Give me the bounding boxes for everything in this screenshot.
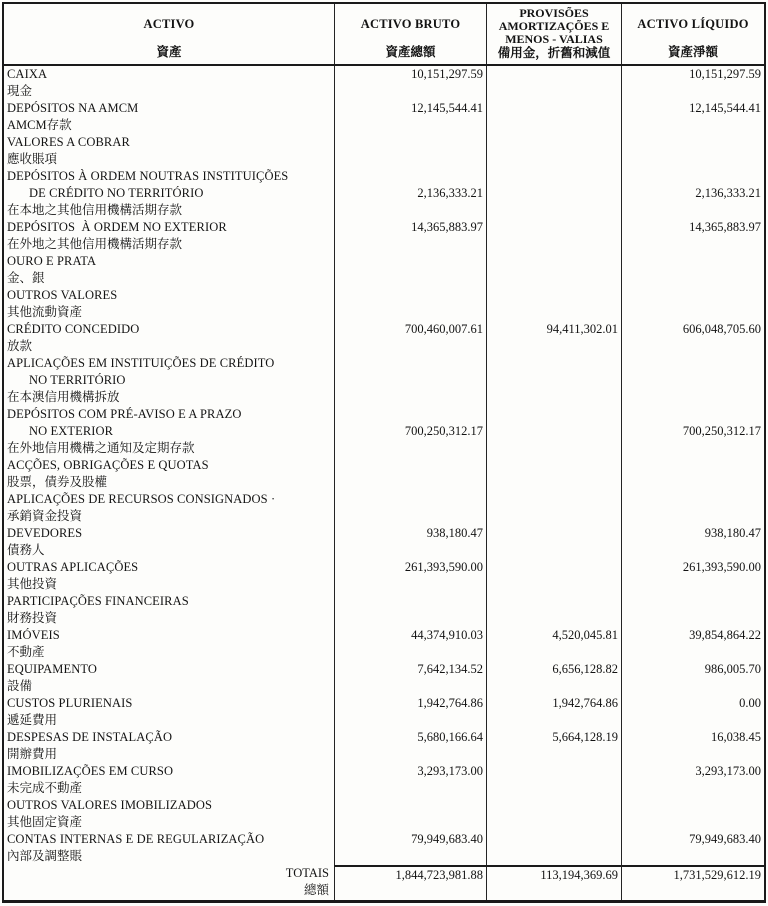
asset-label-cell [4,491,334,525]
table-row [4,66,764,100]
table-row [4,355,764,406]
gross-amount-cell [334,797,486,831]
provisions-amount-cell [486,134,621,168]
header-provisoes-line3: MENOS - VALIAS [505,32,603,46]
totals-row [4,865,764,900]
provisions-amount-cell: 4,520,045.81 [486,627,621,661]
table-row [4,729,764,763]
table-row [4,763,764,797]
net-amount-cell: 2,136,333.21 [621,168,764,219]
asset-name-pt: EQUIPAMENTO [7,662,97,676]
asset-name-cn: 金、銀 [7,271,45,285]
gross-amount-cell [334,457,486,491]
asset-name-pt: CONTAS INTERNAS E DE REGULARIZAÇÃO [7,832,265,846]
net-amount-cell: 938,180.47 [621,525,764,559]
asset-name-pt: APLICAÇÕES EM INSTITUIÇÕES DE CRÉDITO [7,356,275,370]
net-amount-cell: 700,250,312.17 [621,406,764,457]
asset-name-cn: 在本澳信用機構拆放 [7,390,120,404]
net-amount-cell: 79,949,683.40 [621,831,764,865]
gross-amount-cell: 5,680,166.64 [334,729,486,763]
asset-label-cell [4,66,334,100]
asset-name-pt: PARTICIPAÇÕES FINANCEIRAS [7,594,189,608]
provisions-amount-cell [486,457,621,491]
header-activo-bruto-pt: ACTIVO BRUTO [360,17,461,31]
table-row [4,253,764,287]
net-amount-cell [621,797,764,831]
asset-name-pt: VALORES A COBRAR [7,135,130,149]
totals-provisions-amount: 113,194,369.69 [486,865,621,900]
asset-name-pt: CUSTOS PLURIENAIS [7,696,133,710]
totals-label-cell [4,865,334,900]
asset-name-cn: AMCM存款 [7,118,72,132]
header-activo-liquido [621,4,764,64]
table-row [4,287,764,321]
asset-name-cn: 其他投資 [7,577,58,591]
asset-label-cell [4,321,334,355]
header-activo-cn: 資產 [156,45,182,59]
asset-name-pt: DESPESAS DE INSTALAÇÃO [7,730,173,744]
asset-label-cell [4,559,334,593]
assets-table [2,2,766,903]
net-amount-cell: 606,048,705.60 [621,321,764,355]
header-provisoes-cn: 備用金，折舊和減值 [497,46,611,60]
gross-amount-cell [334,355,486,406]
table-body [4,66,764,900]
asset-name-cn: 在外地之其他信用機構活期存款 [7,237,183,251]
gross-amount-cell: 1,942,764.86 [334,695,486,729]
totals-net-amount: 1,731,529,612.19 [621,865,764,900]
provisions-amount-cell [486,797,621,831]
net-amount-cell: 986,005.70 [621,661,764,695]
asset-label-cell [4,168,334,219]
provisions-amount-cell [486,831,621,865]
provisions-amount-cell [486,219,621,253]
header-provisoes [486,4,621,64]
asset-name-pt: NO EXTERIOR [29,424,114,438]
net-amount-cell [621,457,764,491]
gross-amount-cell: 700,460,007.61 [334,321,486,355]
asset-label-cell [4,219,334,253]
asset-name-cn: 開辦費用 [7,747,58,761]
totals-label-cn: 總額 [303,882,329,897]
asset-name-cn: 遞延費用 [7,713,58,727]
header-activo-liquido-cn: 資產淨額 [667,45,718,59]
asset-name-cn: 財務投資 [7,611,58,625]
table-row [4,321,764,355]
asset-label-cell [4,831,334,865]
net-amount-cell: 10,151,297.59 [621,66,764,100]
table-row [4,797,764,831]
asset-name-pt: DE CRÉDITO NO TERRITÓRIO [29,186,204,200]
asset-name-pt: IMOBILIZAÇÕES EM CURSO [7,764,174,778]
asset-name-cn: 其他流動資產 [7,305,83,319]
table-row [4,831,764,865]
gross-amount-cell: 12,145,544.41 [334,100,486,134]
net-amount-cell: 3,293,173.00 [621,763,764,797]
asset-name-cn: 設備 [7,679,33,693]
gross-amount-cell: 3,293,173.00 [334,763,486,797]
header-provisoes-pt [499,7,610,46]
asset-label-cell [4,525,334,559]
gross-amount-cell: 938,180.47 [334,525,486,559]
table-row [4,406,764,457]
provisions-amount-cell [486,287,621,321]
gross-amount-cell: 14,365,883.97 [334,219,486,253]
table-row [4,134,764,168]
asset-name-cn: 未完成不動產 [7,781,83,795]
asset-label-cell [4,661,334,695]
asset-name-pt: OUTROS VALORES IMOBILIZADOS [7,798,213,812]
table-row [4,627,764,661]
gross-amount-cell [334,287,486,321]
totals-label-pt: TOTAIS [285,866,329,880]
provisions-amount-cell [486,66,621,100]
asset-name-cn: 內部及調整賬 [7,849,83,863]
gross-amount-cell: 10,151,297.59 [334,66,486,100]
asset-name-pt: DEPÓSITOS À ORDEM NO EXTERIOR [7,220,227,234]
net-amount-cell [621,253,764,287]
asset-name-pt: OUTRAS APLICAÇÕES [7,560,139,574]
asset-name-cn: 現金 [7,84,33,98]
table-row [4,695,764,729]
net-amount-cell [621,491,764,525]
net-amount-cell [621,593,764,627]
provisions-amount-cell [486,100,621,134]
asset-name-cn: 在本地之其他信用機構活期存款 [7,203,183,217]
asset-label-cell [4,763,334,797]
asset-name-pt: APLICAÇÕES DE RECURSOS CONSIGNADOS · [7,492,276,506]
gross-amount-cell: 700,250,312.17 [334,406,486,457]
table-row [4,168,764,219]
asset-name-cn: 在外地信用機構之通知及定期存款 [7,441,195,455]
asset-label-cell [4,797,334,831]
asset-name-cn: 其他固定資產 [7,815,83,829]
gross-amount-cell: 2,136,333.21 [334,168,486,219]
asset-name-cn: 放款 [7,339,33,353]
provisions-amount-cell: 6,656,128.82 [486,661,621,695]
provisions-amount-cell [486,168,621,219]
header-provisoes-line1: PROVISÕES [519,6,589,20]
net-amount-cell: 12,145,544.41 [621,100,764,134]
asset-name-pt: IMÓVEIS [7,628,60,642]
asset-name-cn: 不動產 [7,645,45,659]
asset-name-cn: 股票，債券及股權 [7,475,108,489]
asset-name-pt: DEPÓSITOS NA AMCM [7,101,139,115]
net-amount-cell: 14,365,883.97 [621,219,764,253]
header-activo [4,4,334,64]
provisions-amount-cell: 94,411,302.01 [486,321,621,355]
header-activo-pt: ACTIVO [143,17,195,31]
table-header-row [4,4,764,66]
asset-label-cell [4,287,334,321]
asset-label-cell [4,134,334,168]
net-amount-cell [621,287,764,321]
asset-label-cell [4,695,334,729]
gross-amount-cell: 79,949,683.40 [334,831,486,865]
gross-amount-cell [334,491,486,525]
gross-amount-cell: 44,374,910.03 [334,627,486,661]
provisions-amount-cell [486,253,621,287]
net-amount-cell [621,134,764,168]
asset-label-cell [4,253,334,287]
asset-name-pt: DEPÓSITOS COM PRÉ-AVISO E A PRAZO [7,407,242,421]
header-activo-bruto [334,4,486,64]
provisions-amount-cell [486,355,621,406]
net-amount-cell: 39,854,864.22 [621,627,764,661]
table-row [4,491,764,525]
provisions-amount-cell [486,593,621,627]
asset-name-pt: OUTROS VALORES [7,288,118,302]
asset-name-cn: 債務人 [7,543,45,557]
gross-amount-cell: 7,642,134.52 [334,661,486,695]
asset-name-pt: NO TERRITÓRIO [29,373,126,387]
provisions-amount-cell [486,763,621,797]
asset-name-cn: 應收賬項 [7,152,58,166]
provisions-amount-cell [486,406,621,457]
table-row [4,100,764,134]
asset-label-cell [4,100,334,134]
asset-label-cell [4,457,334,491]
provisions-amount-cell: 1,942,764.86 [486,695,621,729]
net-amount-cell: 261,393,590.00 [621,559,764,593]
net-amount-cell [621,355,764,406]
table-row [4,593,764,627]
asset-label-cell [4,593,334,627]
table-row [4,525,764,559]
table-row [4,457,764,491]
asset-label-cell [4,627,334,661]
header-activo-liquido-pt: ACTIVO LÍQUIDO [637,17,749,31]
asset-name-pt: OURO E PRATA [7,254,97,268]
provisions-amount-cell [486,525,621,559]
net-amount-cell: 0.00 [621,695,764,729]
asset-name-pt: DEVEDORES [7,526,83,540]
header-activo-bruto-cn: 資產總額 [385,45,436,59]
provisions-amount-cell [486,559,621,593]
table-row [4,559,764,593]
asset-label-cell [4,355,334,406]
asset-name-pt: ACÇÕES, OBRIGAÇÕES E QUOTAS [7,458,209,472]
asset-name-pt: CRÉDITO CONCEDIDO [7,322,140,336]
header-provisoes-line2: AMORTIZAÇÕES E [498,19,610,33]
asset-label-cell [4,406,334,457]
asset-name-cn: 承銷資金投資 [7,509,83,523]
gross-amount-cell: 261,393,590.00 [334,559,486,593]
table-row [4,219,764,253]
net-amount-cell: 16,038.45 [621,729,764,763]
asset-name-pt: CAIXA [7,67,48,81]
gross-amount-cell [334,134,486,168]
table-row [4,661,764,695]
asset-name-pt: DEPÓSITOS À ORDEM NOUTRAS INSTITUIÇÕES [7,169,289,183]
provisions-amount-cell [486,491,621,525]
gross-amount-cell [334,593,486,627]
totals-gross-amount: 1,844,723,981.88 [334,865,486,900]
provisions-amount-cell: 5,664,128.19 [486,729,621,763]
asset-label-cell [4,729,334,763]
gross-amount-cell [334,253,486,287]
